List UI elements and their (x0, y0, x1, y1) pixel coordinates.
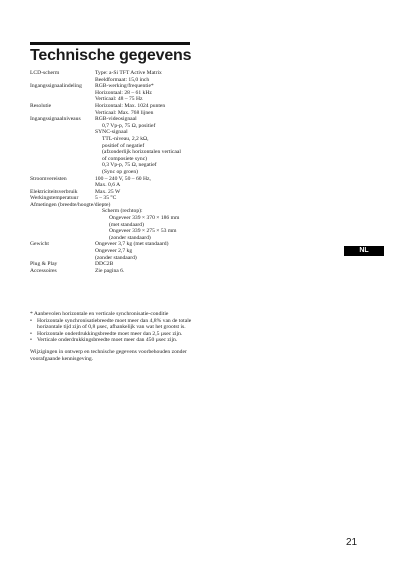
spec-value: 100 – 240 V, 50 – 60 Hz, (95, 175, 151, 182)
spec-value: (zonder standaard) (109, 234, 151, 241)
footnote-bullet: • Horizontale onderdrukkingsbreedte moet meer dan 2,5 µsec zijn. (30, 330, 183, 337)
spec-row-resolution (30, 103, 200, 116)
footnote-bullet: • Horizontale synchronisatiebreedte moet meer dan 4,8% van de totale horizontale tijd zijn of 0,8 µsec, afhankelijk van wat het grootst is. (30, 317, 192, 331)
spec-label: Accessoires (30, 267, 57, 274)
spec-row-temperature (30, 195, 200, 202)
spec-value: Beeldformaat: 15,0 inch (95, 76, 150, 83)
spec-label: Gewicht (30, 241, 49, 248)
spec-value: Verticaal: 48 – 75 Hz (95, 96, 143, 103)
spec-value: RGB-werking/frequentie* (95, 83, 154, 90)
spec-value: (Sync op groen) (102, 168, 139, 175)
spec-row-plug-and-play (30, 261, 200, 268)
spec-value: DDC2B (95, 261, 114, 268)
specifications-table (30, 70, 200, 274)
spec-row-dimensions (30, 202, 200, 242)
spec-row-lcd (30, 70, 200, 83)
spec-value: SYNC-signaal (95, 129, 128, 136)
spec-value: Horizontaal: Max. 1024 punten (95, 102, 166, 109)
spec-label: Ingangssignaalniveaus (30, 116, 81, 123)
spec-label: LCD-scherm (30, 70, 60, 76)
spec-value: Horizontaal: 28 – 61 kHz (95, 89, 152, 96)
spec-label: Afmetingen (breedte/hoogte/diepte) (30, 201, 111, 208)
footnote-bullet: • Verticale onderdrukkingsbreedte moet meer dan 450 µsec zijn. (30, 337, 178, 344)
spec-label: Resolutie (30, 102, 52, 109)
spec-value: Ongeveer 2,7 kg (95, 248, 133, 255)
spec-value: TTL-niveau, 2,2 kΩ, (102, 135, 149, 142)
spec-value: Verticaal: Max. 768 lijnen (95, 109, 154, 116)
spec-value: RGB-videosignaal (95, 116, 137, 123)
footnote-intro: * Aanbevolen horizontale en verticale synchronisatie-conditie (30, 311, 169, 317)
footnote (30, 311, 205, 362)
spec-row-input-frequency (30, 83, 200, 103)
spec-label: Ingangssignaalindeling (30, 83, 82, 90)
spec-row-power (30, 176, 200, 189)
spec-label: Plug & Play (30, 261, 58, 268)
spec-value: 5 – 35 °C (95, 195, 117, 202)
title-rule (30, 42, 190, 45)
spec-value: Ongeveer 339 × 275 × 53 mm (109, 228, 177, 235)
spec-value: Max. 25 W (95, 188, 121, 195)
spec-row-weight (30, 241, 200, 261)
bullet-icon: • (30, 317, 32, 324)
bullet-icon: • (30, 337, 32, 344)
spec-value: 0,3 Vp-p, 75 Ω, negatief (102, 162, 157, 169)
spec-value: Type: a-Si TFT Active Matrix (95, 70, 162, 76)
spec-row-signal-levels (30, 116, 200, 175)
change-notice: Wijzigingen in ontwerp en technische gegevens voorbehouden zonder voorafgaande kennisgeving. (30, 348, 187, 362)
spec-value: (met standaard) (109, 221, 144, 228)
spec-label: Elektriciteitsverbruik (30, 188, 78, 195)
spec-label: Werkingstemperatuur (30, 195, 79, 202)
bullet-icon: • (30, 330, 32, 337)
spec-label: Stroomvereisten (30, 175, 67, 182)
spec-value: 0,7 Vp-p, 75 Ω, positief (102, 122, 156, 129)
page-number: 21 (346, 537, 358, 548)
page-title: Technische gegevens (30, 47, 192, 64)
spec-value: Ongeveer 339 × 370 × 186 mm (109, 215, 180, 222)
spec-value: (zonder standaard) (95, 254, 137, 261)
spec-value: of composiete sync) (102, 155, 148, 162)
spec-value: Ongeveer 3,7 kg (met standaard) (95, 241, 169, 248)
spec-value: Max. 0,6 A (95, 182, 121, 189)
spec-value: Zie pagina 6. (95, 267, 125, 274)
language-tab: NL (344, 246, 384, 256)
spec-value: positief of negatief (102, 142, 145, 149)
spec-row-accessories (30, 268, 200, 275)
spec-value: (afzonderlijk horizontalen verticaal (102, 149, 181, 156)
spec-value: Scherm (rechtop): (102, 208, 143, 215)
